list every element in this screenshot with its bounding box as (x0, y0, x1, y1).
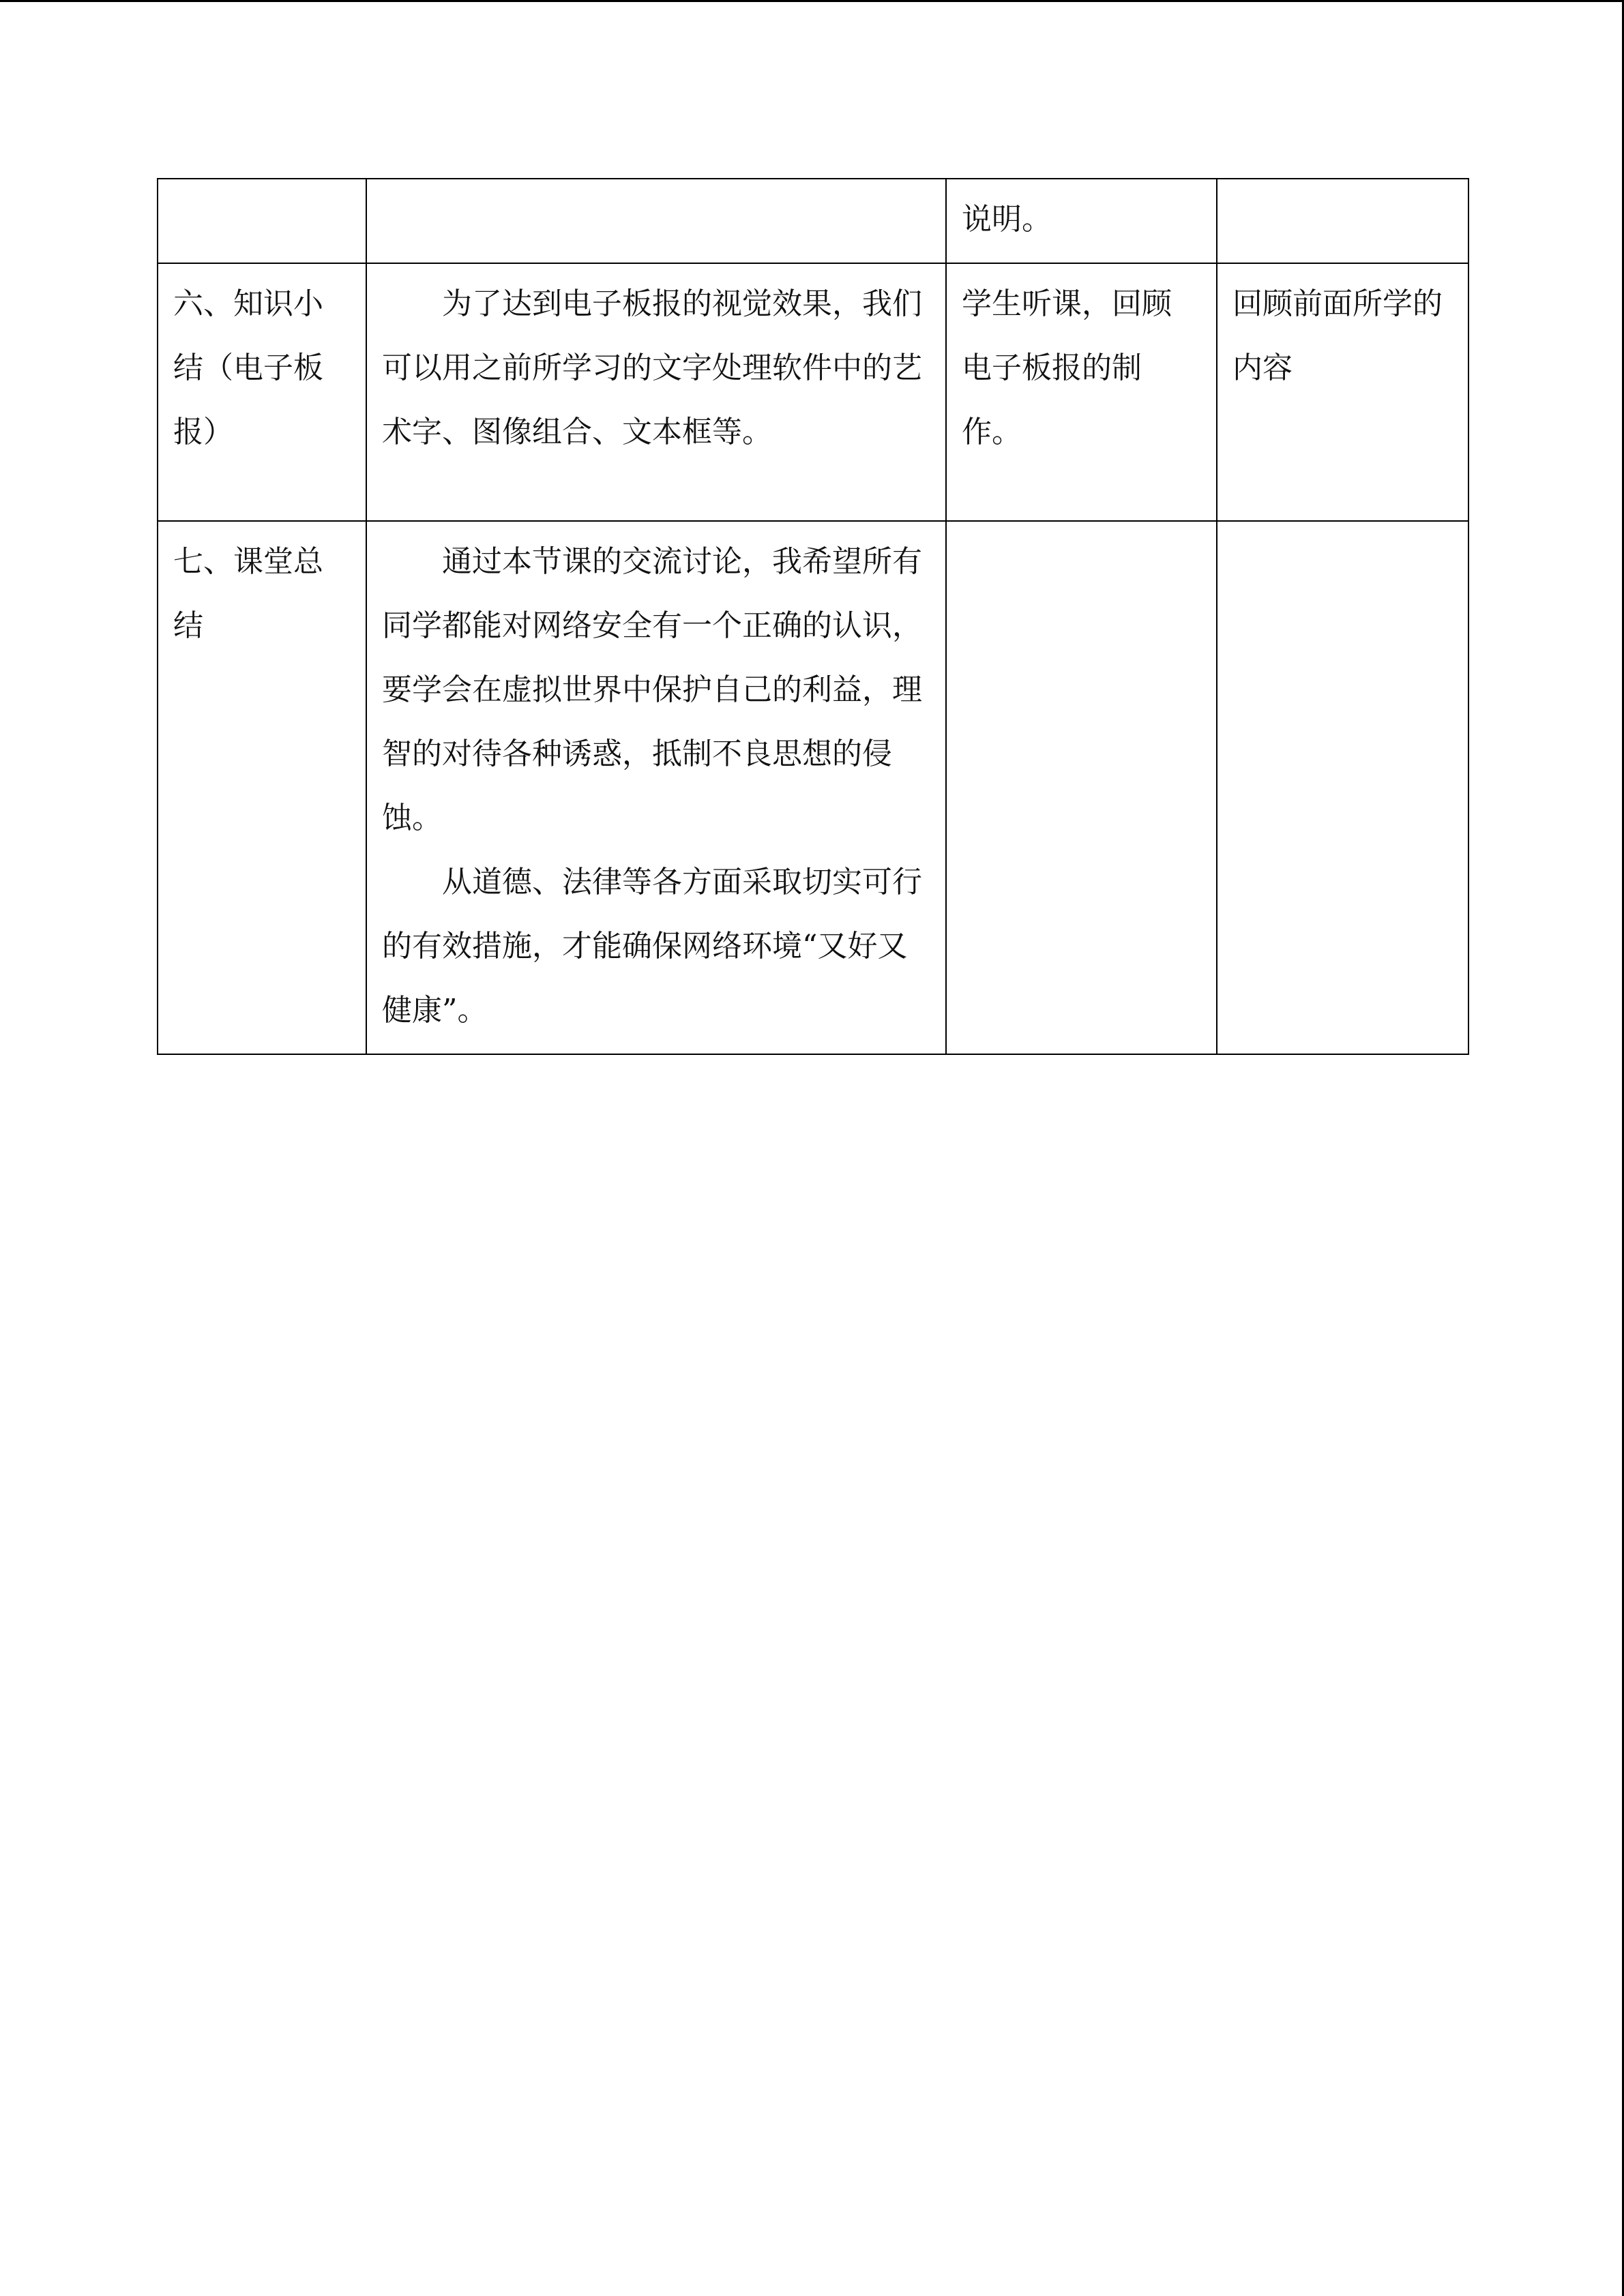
teacher-activity-cell (366, 521, 946, 1054)
table-row (158, 263, 1468, 521)
teacher-paragraph: 为了达到电子板报的视觉效果，我们可以用之前所学习的文字处理软件中的艺术字、图像组合、文本框等。 (382, 286, 922, 449)
stage-cell (158, 263, 366, 521)
stage-cell (158, 179, 366, 263)
design-intent-cell (1217, 521, 1468, 1054)
student-activity-text: 说明。 (962, 202, 1052, 237)
stage-cell (158, 521, 366, 1054)
design-intent-cell (1217, 263, 1468, 521)
stage-label: 七、课堂总结 (173, 544, 323, 643)
student-activity-cell (946, 179, 1217, 263)
lesson-plan-table (157, 178, 1469, 1055)
page-top-border (0, 0, 1624, 2)
teacher-paragraph: 从道德、法律等各方面采取切实可行的有效措施，才能确保网络环境“又好又健康”。 (382, 865, 922, 1028)
student-activity-text: 学生听课，回顾电子板报的制作。 (962, 286, 1172, 449)
student-activity-cell (946, 263, 1217, 521)
design-intent-cell (1217, 179, 1468, 263)
design-intent-text: 回顾前面所学的内容 (1232, 286, 1443, 385)
table-row (158, 179, 1468, 263)
table-row (158, 521, 1468, 1054)
teacher-activity-cell (366, 263, 946, 521)
teacher-activity-cell (366, 179, 946, 263)
stage-label: 六、知识小结（电子板报） (173, 286, 323, 449)
teacher-paragraph: 通过本节课的交流讨论，我希望所有同学都能对网络安全有一个正确的认识，要学会在虚拟世界中保护自己的利益，理智的对待各种诱惑，抵制不良思想的侵蚀。 (382, 544, 922, 835)
student-activity-cell (946, 521, 1217, 1054)
